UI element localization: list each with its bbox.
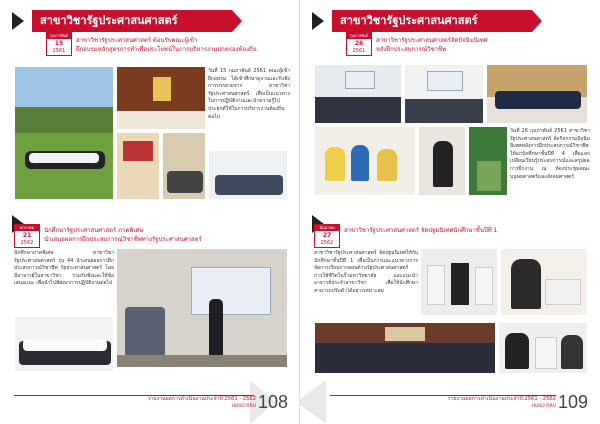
- date-year: 2561: [52, 48, 66, 54]
- header-triangle-icon: [312, 12, 324, 30]
- date-day: 21: [22, 232, 32, 239]
- footer-report-title: รายงานผลการดำเนินงานประจำปี 2561 - 2562: [147, 396, 256, 402]
- footer-org: HUSO RRU: [231, 404, 256, 409]
- entry-title: [344, 226, 584, 235]
- date-badge: [314, 224, 340, 248]
- footer-report-title: รายงานผลการดำเนินงานประจำปี 2561 - 2562: [447, 396, 556, 402]
- entry-title-line: นำเสนอผลการฝึกประสบการณ์วิชาชีพทางรัฐประศาสนศาสตร์: [44, 236, 202, 243]
- page-number: 108: [258, 392, 289, 412]
- photo-outdoor-group: [14, 66, 114, 200]
- date-year: 2562: [320, 240, 334, 246]
- entry-title-line: สาขาวิชารัฐประศาสนศาสตร์ จัดปฐมนิเทศนักศึกษาชั้นปีที่ 1: [344, 227, 498, 234]
- photo-speaker: [418, 126, 466, 196]
- right-page: [300, 0, 600, 424]
- photo-podium: [468, 126, 508, 196]
- date-day: 27: [322, 232, 332, 239]
- photo-handcraft: [500, 248, 588, 316]
- photo-ceremony: [116, 66, 206, 130]
- date-badge: [14, 224, 40, 248]
- section-header: [312, 10, 592, 32]
- page-number: 109: [558, 392, 589, 412]
- entry-title-line: ฝึกอบรมหลักสูตรการทำเพื่อประโยชน์ในการบริหารงานปกครองท้องถิ่น: [76, 46, 257, 53]
- date-month: กุมภาพันธ์: [47, 33, 71, 39]
- footer-org: HUSO RRU: [531, 404, 556, 409]
- entry-title: [44, 226, 284, 244]
- entry-title-line: หลังฝึกประสบการณ์วิชาชีพ: [376, 46, 447, 53]
- photo-stage: [116, 132, 160, 200]
- section-title: สาขาวิชารัฐประศาสนศาสตร์: [332, 10, 532, 32]
- entry-title: [76, 36, 286, 54]
- date-day: 26: [354, 40, 364, 47]
- section-title: สาขาวิชารัฐประศาสนศาสตร์: [32, 10, 232, 32]
- decor-triangle: [300, 380, 326, 424]
- date-month: มิถุนายน: [315, 225, 339, 231]
- photo-auditorium: [314, 322, 496, 374]
- date-month: มกราคม: [15, 225, 39, 231]
- header-triangle-icon: [12, 12, 24, 30]
- photo-lecture-hall: [314, 64, 402, 124]
- photo-students: [14, 316, 114, 372]
- entry-title-line: สาขาวิชารัฐประศาสนศาสตร์จัดปัจฉิมนิเทศ: [376, 37, 488, 44]
- date-day: 15: [54, 40, 64, 47]
- entry-title-line: สาขาวิชารัฐประศาสนศาสตร์ ต้อนรับคณะผู้เข้า: [76, 37, 198, 44]
- entry-paragraph: วันที่ 15 กุมภาพันธ์ 2561 คณะผู้เข้าฝึกอบรม ได้เข้าศึกษาดูงานและรับฟังการบรรยายจาก สาขาวิชารัฐประศาสนศาสตร์ เพื่อเป็นแนวทางในการปฏิบัติงานและนำความรู้ไปประยุกต์ใช้ในการบริหารงานท้องถิ่นต่อไป: [208, 68, 290, 120]
- photo-audience: [162, 132, 206, 200]
- photo-meeting: [208, 150, 288, 200]
- date-year: 2561: [352, 48, 366, 54]
- photo-classroom: [420, 248, 498, 316]
- entry-title: [376, 36, 586, 54]
- entry-title-line: นักศึกษารัฐประศาสนศาสตร์ ภาคพิเศษ: [44, 227, 144, 234]
- date-badge: [46, 32, 72, 56]
- photo-group-stage: [486, 64, 588, 124]
- photo-presentation: [116, 248, 288, 368]
- date-month: กุมภาพันธ์: [347, 33, 371, 39]
- section-header: [12, 10, 292, 32]
- photo-small-group: [314, 126, 416, 196]
- photo-activity: [498, 322, 588, 374]
- entry-paragraph: วันที่ 26 กุมภาพันธ์ 2561 สาขาวิชารัฐประศาสนศาสตร์ จัดกิจกรรมปัจฉิมนิเทศหลังการฝึกประสบการณ์วิชาชีพ ให้แก่นักศึกษาชั้นปีที่ 4 เพื่อแลกเปลี่ยนเรียนรู้ประสบการณ์และสรุปผลการฝึกงาน ณ ห้องประชุมคณะมนุษยศาสตร์และสังคมศาสตร์: [510, 128, 590, 180]
- entry-paragraph: นักศึกษาภาคพิเศษ สาขาวิชารัฐประศาสนศาสตร์ รุ่น 44 นำเสนอผลการฝึกประสบการณ์วิชาชีพ รัฐประศาสนศาสตร์ โดยมีอาจารย์ในสาขาวิชา ร่วมรับฟังและให้ข้อเสนอแนะ เพื่อนำไปพัฒนาการปฏิบัติงานต่อไป: [14, 250, 114, 287]
- date-badge: [346, 32, 372, 56]
- date-year: 2562: [20, 240, 34, 246]
- entry-paragraph: สาขาวิชารัฐประศาสนศาสตร์ จัดปฐมนิเทศให้กับนักศึกษาชั้นปีที่ 1 เพื่อเป็นการแนะแนวทางการจัดการเรียนการสอนด้านรัฐประศาสนศาสตร์ การใช้ชีวิตในรั้วมหาวิทยาลัย และแนะนำอาจารย์ประจำสาขาวิชา เพื่อให้นักศึกษาสามารถปรับตัวได้อย่างเหมาะสม: [314, 250, 418, 294]
- photo-seminar: [404, 64, 484, 124]
